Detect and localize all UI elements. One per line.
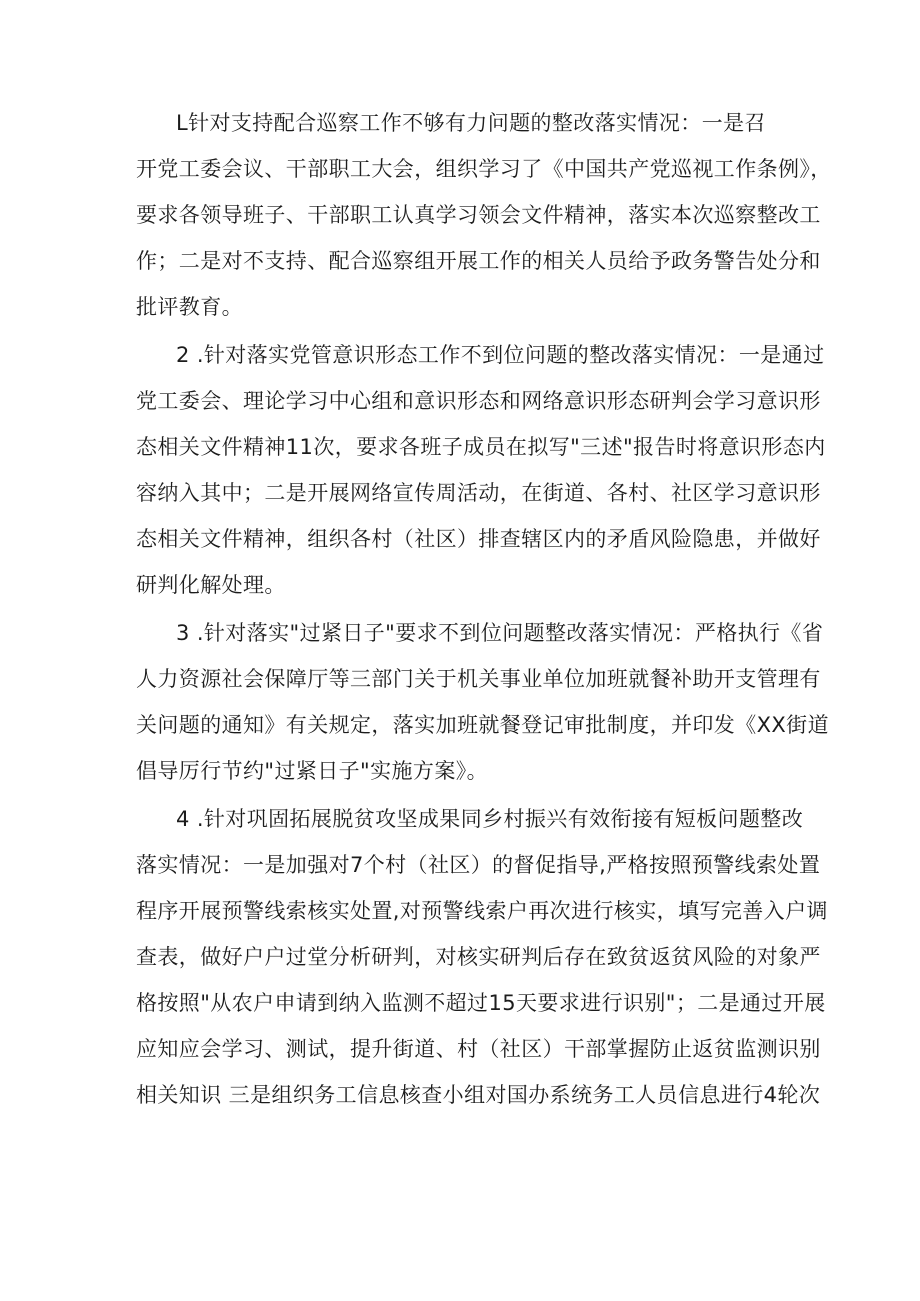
paragraph-1 [136, 100, 832, 330]
text-line: 2 .针对落实党管意识形态工作不到位问题的整改落实情况：一是通过 [176, 343, 825, 367]
text-line: 3 .针对落实"过紧日子"要求不到位问题整改落实情况：严格执行《省 [176, 621, 824, 645]
paragraph-3 [136, 610, 829, 794]
paragraph-4 [136, 796, 828, 1118]
text-line: 党工委会、理论学习中心组和意识形态和网络意识形态研判会学习意识形 [136, 389, 821, 413]
text-line: 容纳入其中；二是开展网络宣传周活动，在街道、各村、社区学习意识形 [136, 481, 821, 505]
paragraph-2 [136, 332, 826, 608]
text-line: 作；二是对不支持、配合巡察组开展工作的相关人员给予政务警告处分和 [136, 249, 821, 273]
text-line: 态相关文件精神11次，要求各班子成员在拟写"三述"报告时将意识形态内 [136, 435, 826, 459]
text-line: 落实情况：一是加强对7个村（社区）的督促指导,严格按照预警线索处置 [136, 853, 821, 877]
text-line: 批评教育。 [136, 295, 243, 319]
document-body [136, 100, 832, 1118]
text-line: 研判化解处理。 [136, 573, 286, 597]
text-line: 关问题的通知》有关规定，落实加班就餐登记审批制度，并印发《XX街道 [136, 713, 829, 737]
text-line: 程序开展预警线索核实处置,对预警线索户再次进行核实，填写完善入户调 [136, 899, 828, 923]
text-line: 相关知识 三是组织务工信息核查小组对国办系统务工人员信息进行4轮次 [136, 1083, 821, 1107]
text-line: 应知应会学习、测试，提升街道、村（社区）干部掌握防止返贫监测识别 [136, 1037, 821, 1061]
text-line: 倡导厉行节约"过紧日子"实施方案》。 [136, 759, 489, 783]
text-line: 4 .针对巩固拓展脱贫攻坚成果同乡村振兴有效衔接有短板问题整改 [176, 807, 804, 831]
text-line: 要求各领导班子、干部职工认真学习领会文件精神，落实本次巡察整改工 [136, 203, 821, 227]
text-line: 格按照"从农户申请到纳入监测不超过15天要求进行识别"；二是通过开展 [136, 991, 826, 1015]
text-line: L针对支持配合巡察工作不够有力问题的整改落实情况：一是召 [176, 111, 766, 135]
text-line: 开党工委会议、干部职工大会，组织学习了《中国共产党巡视工作条例》， [136, 157, 832, 181]
text-line: 态相关文件精神，组织各村（社区）排查辖区内的矛盾风险隐患，并做好 [136, 527, 821, 551]
text-line: 人力资源社会保障厅等三部门关于机关事业单位加班就餐补助开支管理有 [136, 667, 821, 691]
text-line: 查表，做好户户过堂分析研判，对核实研判后存在致贫返贫风险的对象严 [136, 945, 821, 969]
